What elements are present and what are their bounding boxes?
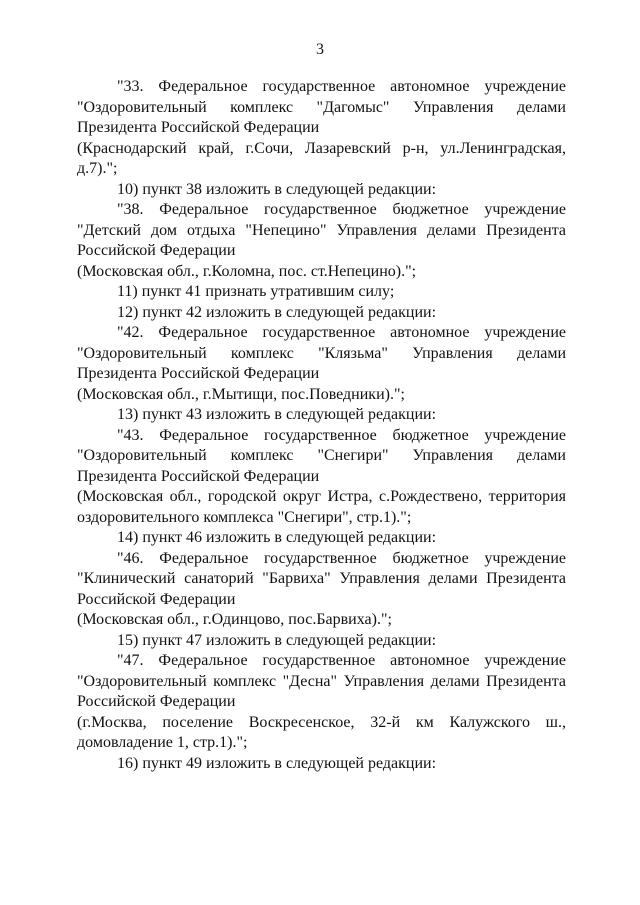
paragraph-amendment-16: 16) пункт 49 изложить в следующей редакции: [117,754,437,772]
paragraph-item-33: "33. Федеральное государственное автономное учреждение "Оздоровительный комплекс "Дагомыс" Управления делами Президента Российской Федерации [77,78,566,136]
paragraph-amendment-11: 11) пункт 41 признать утратившим силу; [117,283,395,300]
paragraph-item-42: "42. Федеральное государственное автономное учреждение "Оздоровительный комплекс "Клязьма" Управления делами Президента Российской Федерации [77,324,566,382]
document-body [77,77,566,774]
paragraph-address-46: (Московская обл., г.Одинцово, пос.Барвиха)."; [77,611,392,628]
paragraph-item-46: "46. Федеральное государственное бюджетное учреждение "Клинический санаторий "Барвиха" Управления делами Президента Российской Федерации [77,549,566,608]
paragraph-item-47: "47. Федеральное государственное автономное учреждение "Оздоровительный комплекс "Десна" Управления делами Президента Российской Федерации [77,652,566,710]
paragraph-address-38: (Московская обл., г.Коломна, пос. ст.Непецино)."; [77,262,417,280]
paragraph-amendment-12: 12) пункт 42 изложить в следующей редакции: [117,303,437,321]
paragraph-address-33: (Краснодарский край, г.Сочи, Лазаревский р-н, ул.Ленинградская, д.7)."; [77,139,566,177]
paragraph-item-38: "38. Федеральное государственное бюджетное учреждение "Детский дом отдыха "Непецино" Управления делами Президента Российской Федерации [77,201,566,259]
paragraph-amendment-10: 10) пункт 38 изложить в следующей редакции: [117,180,437,198]
paragraph-amendment-14: 14) пункт 46 изложить в следующей редакции: [117,529,437,546]
paragraph-address-43: (Московская обл., городской округ Истра, с.Рождествено, территория оздоровительного комплекса "Снегири", стр.1)."; [77,488,566,526]
paragraph-amendment-15: 15) пункт 47 изложить в следующей редакции: [117,631,437,649]
paragraph-item-43: "43. Федеральное государственное бюджетное учреждение "Оздоровительный комплекс "Снегири" Управления делами Президента Российской Федерации [77,426,566,485]
paragraph-amendment-13: 13) пункт 43 изложить в следующей редакции: [117,406,437,423]
page-number: 3 [316,41,324,58]
paragraph-address-42: (Московская обл., г.Мытищи, пос.Поведники)."; [77,385,405,403]
paragraph-address-47: (г.Москва, поселение Воскресенское, 32-й км Калужского ш., домовладение 1, стр.1)."; [77,713,566,751]
